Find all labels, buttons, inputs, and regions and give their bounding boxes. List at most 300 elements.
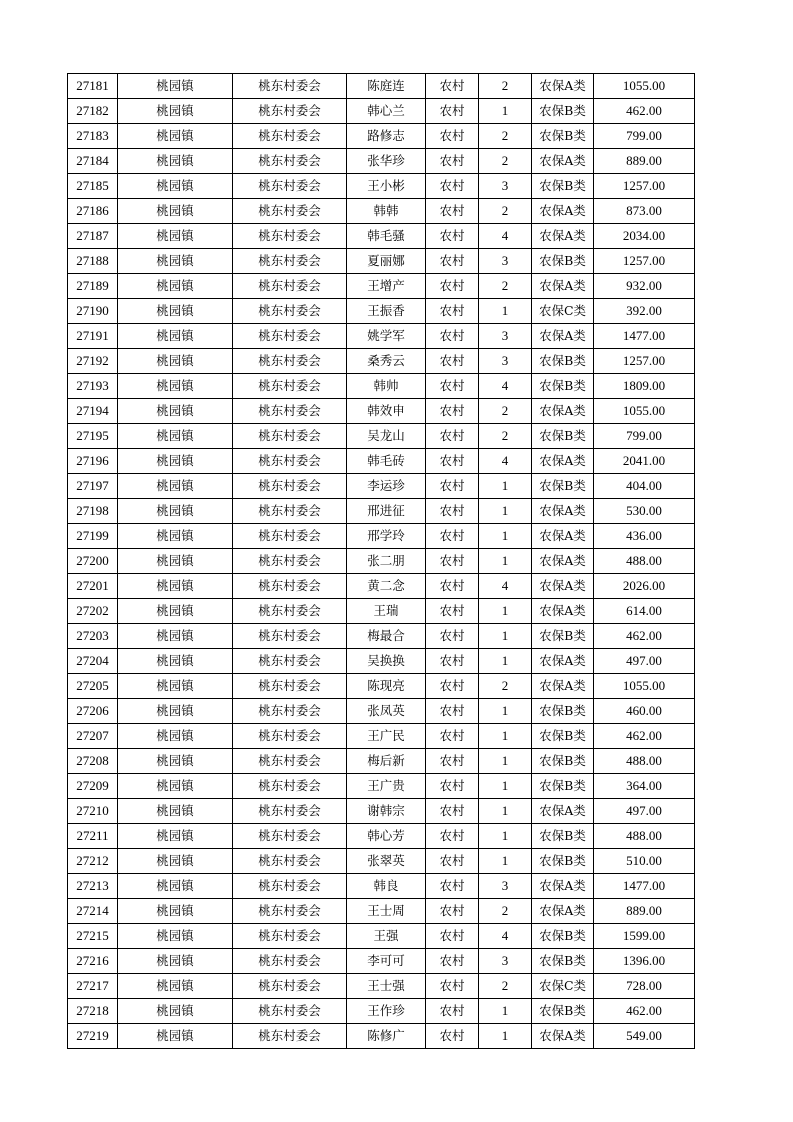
village-committee-cell: 桃东村委会 bbox=[233, 749, 347, 774]
table-row bbox=[68, 799, 695, 824]
area-type-cell: 农村 bbox=[426, 74, 479, 99]
village-committee-cell: 桃东村委会 bbox=[233, 649, 347, 674]
name-cell: 梅最合 bbox=[347, 624, 426, 649]
amount-cell: 404.00 bbox=[594, 474, 695, 499]
amount-cell: 460.00 bbox=[594, 699, 695, 724]
village-committee-cell: 桃东村委会 bbox=[233, 624, 347, 649]
village-committee-cell: 桃东村委会 bbox=[233, 174, 347, 199]
name-cell: 谢韩宗 bbox=[347, 799, 426, 824]
town-cell: 桃园镇 bbox=[118, 674, 233, 699]
area-type-cell: 农村 bbox=[426, 374, 479, 399]
name-cell: 吴换换 bbox=[347, 649, 426, 674]
amount-cell: 1257.00 bbox=[594, 349, 695, 374]
amount-cell: 799.00 bbox=[594, 124, 695, 149]
village-committee-cell: 桃东村委会 bbox=[233, 849, 347, 874]
table-row bbox=[68, 649, 695, 674]
serial-no-cell: 27208 bbox=[68, 749, 118, 774]
town-cell: 桃园镇 bbox=[118, 224, 233, 249]
table-row bbox=[68, 224, 695, 249]
area-type-cell: 农村 bbox=[426, 699, 479, 724]
town-cell: 桃园镇 bbox=[118, 549, 233, 574]
amount-cell: 1599.00 bbox=[594, 924, 695, 949]
insurance-category-cell: 农保A类 bbox=[532, 674, 594, 699]
amount-cell: 530.00 bbox=[594, 499, 695, 524]
town-cell: 桃园镇 bbox=[118, 274, 233, 299]
serial-no-cell: 27197 bbox=[68, 474, 118, 499]
name-cell: 陈修广 bbox=[347, 1024, 426, 1049]
serial-no-cell: 27192 bbox=[68, 349, 118, 374]
area-type-cell: 农村 bbox=[426, 274, 479, 299]
household-count-cell: 3 bbox=[479, 249, 532, 274]
area-type-cell: 农村 bbox=[426, 1024, 479, 1049]
amount-cell: 364.00 bbox=[594, 774, 695, 799]
table-row bbox=[68, 849, 695, 874]
town-cell: 桃园镇 bbox=[118, 799, 233, 824]
table-row bbox=[68, 399, 695, 424]
name-cell: 陈现亮 bbox=[347, 674, 426, 699]
area-type-cell: 农村 bbox=[426, 149, 479, 174]
amount-cell: 1396.00 bbox=[594, 949, 695, 974]
serial-no-cell: 27183 bbox=[68, 124, 118, 149]
village-committee-cell: 桃东村委会 bbox=[233, 449, 347, 474]
area-type-cell: 农村 bbox=[426, 524, 479, 549]
name-cell: 梅后新 bbox=[347, 749, 426, 774]
town-cell: 桃园镇 bbox=[118, 1024, 233, 1049]
village-committee-cell: 桃东村委会 bbox=[233, 249, 347, 274]
village-committee-cell: 桃东村委会 bbox=[233, 199, 347, 224]
town-cell: 桃园镇 bbox=[118, 74, 233, 99]
serial-no-cell: 27200 bbox=[68, 549, 118, 574]
town-cell: 桃园镇 bbox=[118, 324, 233, 349]
village-committee-cell: 桃东村委会 bbox=[233, 874, 347, 899]
insurance-category-cell: 农保B类 bbox=[532, 624, 594, 649]
name-cell: 王士强 bbox=[347, 974, 426, 999]
household-count-cell: 3 bbox=[479, 349, 532, 374]
amount-cell: 488.00 bbox=[594, 749, 695, 774]
table-row bbox=[68, 449, 695, 474]
serial-no-cell: 27209 bbox=[68, 774, 118, 799]
name-cell: 王士周 bbox=[347, 899, 426, 924]
serial-no-cell: 27196 bbox=[68, 449, 118, 474]
insurance-category-cell: 农保A类 bbox=[532, 74, 594, 99]
name-cell: 韩心芳 bbox=[347, 824, 426, 849]
household-count-cell: 3 bbox=[479, 324, 532, 349]
household-count-cell: 2 bbox=[479, 674, 532, 699]
amount-cell: 728.00 bbox=[594, 974, 695, 999]
area-type-cell: 农村 bbox=[426, 549, 479, 574]
area-type-cell: 农村 bbox=[426, 774, 479, 799]
village-committee-cell: 桃东村委会 bbox=[233, 324, 347, 349]
household-count-cell: 2 bbox=[479, 424, 532, 449]
area-type-cell: 农村 bbox=[426, 574, 479, 599]
amount-cell: 436.00 bbox=[594, 524, 695, 549]
household-count-cell: 2 bbox=[479, 74, 532, 99]
area-type-cell: 农村 bbox=[426, 474, 479, 499]
insurance-category-cell: 农保B类 bbox=[532, 124, 594, 149]
name-cell: 韩毛砖 bbox=[347, 449, 426, 474]
household-count-cell: 3 bbox=[479, 174, 532, 199]
serial-no-cell: 27218 bbox=[68, 999, 118, 1024]
table-row bbox=[68, 324, 695, 349]
village-committee-cell: 桃东村委会 bbox=[233, 574, 347, 599]
insurance-category-cell: 农保B类 bbox=[532, 349, 594, 374]
village-committee-cell: 桃东村委会 bbox=[233, 999, 347, 1024]
household-count-cell: 1 bbox=[479, 999, 532, 1024]
serial-no-cell: 27193 bbox=[68, 374, 118, 399]
insurance-category-cell: 农保A类 bbox=[532, 799, 594, 824]
household-count-cell: 1 bbox=[479, 99, 532, 124]
serial-no-cell: 27211 bbox=[68, 824, 118, 849]
name-cell: 邢学玲 bbox=[347, 524, 426, 549]
insurance-category-cell: 农保A类 bbox=[532, 899, 594, 924]
insurance-category-cell: 农保B类 bbox=[532, 374, 594, 399]
household-count-cell: 4 bbox=[479, 224, 532, 249]
serial-no-cell: 27184 bbox=[68, 149, 118, 174]
name-cell: 李可可 bbox=[347, 949, 426, 974]
table-row bbox=[68, 949, 695, 974]
village-committee-cell: 桃东村委会 bbox=[233, 299, 347, 324]
household-count-cell: 1 bbox=[479, 824, 532, 849]
serial-no-cell: 27181 bbox=[68, 74, 118, 99]
village-committee-cell: 桃东村委会 bbox=[233, 99, 347, 124]
name-cell: 王广贵 bbox=[347, 774, 426, 799]
village-committee-cell: 桃东村委会 bbox=[233, 599, 347, 624]
area-type-cell: 农村 bbox=[426, 724, 479, 749]
area-type-cell: 农村 bbox=[426, 974, 479, 999]
table-row bbox=[68, 349, 695, 374]
serial-no-cell: 27194 bbox=[68, 399, 118, 424]
town-cell: 桃园镇 bbox=[118, 349, 233, 374]
insurance-category-cell: 农保A类 bbox=[532, 549, 594, 574]
household-count-cell: 2 bbox=[479, 399, 532, 424]
town-cell: 桃园镇 bbox=[118, 199, 233, 224]
serial-no-cell: 27216 bbox=[68, 949, 118, 974]
village-committee-cell: 桃东村委会 bbox=[233, 924, 347, 949]
name-cell: 韩效申 bbox=[347, 399, 426, 424]
insurance-category-cell: 农保A类 bbox=[532, 874, 594, 899]
village-committee-cell: 桃东村委会 bbox=[233, 399, 347, 424]
town-cell: 桃园镇 bbox=[118, 949, 233, 974]
amount-cell: 510.00 bbox=[594, 849, 695, 874]
household-count-cell: 1 bbox=[479, 849, 532, 874]
name-cell: 王强 bbox=[347, 924, 426, 949]
insurance-category-cell: 农保B类 bbox=[532, 849, 594, 874]
household-count-cell: 1 bbox=[479, 774, 532, 799]
serial-no-cell: 27182 bbox=[68, 99, 118, 124]
serial-no-cell: 27189 bbox=[68, 274, 118, 299]
village-committee-cell: 桃东村委会 bbox=[233, 674, 347, 699]
name-cell: 王增产 bbox=[347, 274, 426, 299]
village-committee-cell: 桃东村委会 bbox=[233, 724, 347, 749]
serial-no-cell: 27188 bbox=[68, 249, 118, 274]
area-type-cell: 农村 bbox=[426, 999, 479, 1024]
table-row bbox=[68, 374, 695, 399]
table-row bbox=[68, 874, 695, 899]
amount-cell: 549.00 bbox=[594, 1024, 695, 1049]
village-committee-cell: 桃东村委会 bbox=[233, 224, 347, 249]
household-count-cell: 1 bbox=[479, 699, 532, 724]
village-committee-cell: 桃东村委会 bbox=[233, 949, 347, 974]
name-cell: 王小彬 bbox=[347, 174, 426, 199]
amount-cell: 497.00 bbox=[594, 799, 695, 824]
town-cell: 桃园镇 bbox=[118, 624, 233, 649]
insurance-category-cell: 农保A类 bbox=[532, 574, 594, 599]
household-count-cell: 1 bbox=[479, 474, 532, 499]
insurance-category-cell: 农保A类 bbox=[532, 524, 594, 549]
insurance-category-cell: 农保B类 bbox=[532, 749, 594, 774]
amount-cell: 1055.00 bbox=[594, 674, 695, 699]
insurance-category-cell: 农保B类 bbox=[532, 774, 594, 799]
area-type-cell: 农村 bbox=[426, 124, 479, 149]
household-count-cell: 2 bbox=[479, 974, 532, 999]
area-type-cell: 农村 bbox=[426, 649, 479, 674]
table-row bbox=[68, 524, 695, 549]
village-committee-cell: 桃东村委会 bbox=[233, 774, 347, 799]
village-committee-cell: 桃东村委会 bbox=[233, 474, 347, 499]
insurance-category-cell: 农保A类 bbox=[532, 649, 594, 674]
area-type-cell: 农村 bbox=[426, 599, 479, 624]
area-type-cell: 农村 bbox=[426, 174, 479, 199]
name-cell: 王广民 bbox=[347, 724, 426, 749]
village-committee-cell: 桃东村委会 bbox=[233, 699, 347, 724]
town-cell: 桃园镇 bbox=[118, 424, 233, 449]
area-type-cell: 农村 bbox=[426, 874, 479, 899]
table-body bbox=[68, 74, 695, 1049]
village-committee-cell: 桃东村委会 bbox=[233, 549, 347, 574]
data-table bbox=[67, 73, 695, 1049]
table-row bbox=[68, 899, 695, 924]
area-type-cell: 农村 bbox=[426, 349, 479, 374]
insurance-category-cell: 农保A类 bbox=[532, 199, 594, 224]
household-count-cell: 2 bbox=[479, 149, 532, 174]
insurance-category-cell: 农保A类 bbox=[532, 1024, 594, 1049]
insurance-category-cell: 农保B类 bbox=[532, 924, 594, 949]
village-committee-cell: 桃东村委会 bbox=[233, 499, 347, 524]
serial-no-cell: 27190 bbox=[68, 299, 118, 324]
town-cell: 桃园镇 bbox=[118, 249, 233, 274]
household-count-cell: 2 bbox=[479, 124, 532, 149]
town-cell: 桃园镇 bbox=[118, 824, 233, 849]
insurance-category-cell: 农保A类 bbox=[532, 324, 594, 349]
village-committee-cell: 桃东村委会 bbox=[233, 374, 347, 399]
table-row bbox=[68, 574, 695, 599]
household-count-cell: 2 bbox=[479, 274, 532, 299]
town-cell: 桃园镇 bbox=[118, 999, 233, 1024]
household-count-cell: 4 bbox=[479, 449, 532, 474]
serial-no-cell: 27203 bbox=[68, 624, 118, 649]
name-cell: 张二朋 bbox=[347, 549, 426, 574]
insurance-category-cell: 农保B类 bbox=[532, 999, 594, 1024]
amount-cell: 614.00 bbox=[594, 599, 695, 624]
amount-cell: 889.00 bbox=[594, 899, 695, 924]
table-row bbox=[68, 824, 695, 849]
area-type-cell: 农村 bbox=[426, 949, 479, 974]
table-row bbox=[68, 474, 695, 499]
name-cell: 路修志 bbox=[347, 124, 426, 149]
insurance-category-cell: 农保B类 bbox=[532, 824, 594, 849]
area-type-cell: 农村 bbox=[426, 424, 479, 449]
table-row bbox=[68, 549, 695, 574]
town-cell: 桃园镇 bbox=[118, 374, 233, 399]
household-count-cell: 1 bbox=[479, 624, 532, 649]
household-count-cell: 1 bbox=[479, 724, 532, 749]
amount-cell: 2034.00 bbox=[594, 224, 695, 249]
town-cell: 桃园镇 bbox=[118, 574, 233, 599]
household-count-cell: 1 bbox=[479, 649, 532, 674]
village-committee-cell: 桃东村委会 bbox=[233, 349, 347, 374]
town-cell: 桃园镇 bbox=[118, 774, 233, 799]
amount-cell: 488.00 bbox=[594, 549, 695, 574]
insurance-category-cell: 农保C类 bbox=[532, 299, 594, 324]
insurance-category-cell: 农保A类 bbox=[532, 274, 594, 299]
serial-no-cell: 27187 bbox=[68, 224, 118, 249]
town-cell: 桃园镇 bbox=[118, 749, 233, 774]
town-cell: 桃园镇 bbox=[118, 124, 233, 149]
serial-no-cell: 27206 bbox=[68, 699, 118, 724]
table-row bbox=[68, 299, 695, 324]
name-cell: 黄二念 bbox=[347, 574, 426, 599]
name-cell: 韩毛骚 bbox=[347, 224, 426, 249]
insurance-category-cell: 农保A类 bbox=[532, 399, 594, 424]
name-cell: 李运珍 bbox=[347, 474, 426, 499]
town-cell: 桃园镇 bbox=[118, 699, 233, 724]
area-type-cell: 农村 bbox=[426, 224, 479, 249]
name-cell: 韩心兰 bbox=[347, 99, 426, 124]
amount-cell: 392.00 bbox=[594, 299, 695, 324]
table-row bbox=[68, 749, 695, 774]
village-committee-cell: 桃东村委会 bbox=[233, 974, 347, 999]
amount-cell: 488.00 bbox=[594, 824, 695, 849]
serial-no-cell: 27213 bbox=[68, 874, 118, 899]
insurance-category-cell: 农保B类 bbox=[532, 724, 594, 749]
name-cell: 王瑞 bbox=[347, 599, 426, 624]
town-cell: 桃园镇 bbox=[118, 499, 233, 524]
area-type-cell: 农村 bbox=[426, 99, 479, 124]
table-row bbox=[68, 674, 695, 699]
town-cell: 桃园镇 bbox=[118, 149, 233, 174]
serial-no-cell: 27195 bbox=[68, 424, 118, 449]
village-committee-cell: 桃东村委会 bbox=[233, 274, 347, 299]
area-type-cell: 农村 bbox=[426, 449, 479, 474]
amount-cell: 2026.00 bbox=[594, 574, 695, 599]
table-row bbox=[68, 599, 695, 624]
table-row bbox=[68, 274, 695, 299]
household-count-cell: 1 bbox=[479, 299, 532, 324]
amount-cell: 462.00 bbox=[594, 99, 695, 124]
name-cell: 王作珍 bbox=[347, 999, 426, 1024]
table-row bbox=[68, 249, 695, 274]
amount-cell: 1809.00 bbox=[594, 374, 695, 399]
name-cell: 吴龙山 bbox=[347, 424, 426, 449]
village-committee-cell: 桃东村委会 bbox=[233, 149, 347, 174]
area-type-cell: 农村 bbox=[426, 899, 479, 924]
insurance-category-cell: 农保B类 bbox=[532, 949, 594, 974]
town-cell: 桃园镇 bbox=[118, 974, 233, 999]
insurance-category-cell: 农保B类 bbox=[532, 99, 594, 124]
town-cell: 桃园镇 bbox=[118, 849, 233, 874]
town-cell: 桃园镇 bbox=[118, 399, 233, 424]
amount-cell: 1055.00 bbox=[594, 74, 695, 99]
amount-cell: 1055.00 bbox=[594, 399, 695, 424]
serial-no-cell: 27201 bbox=[68, 574, 118, 599]
town-cell: 桃园镇 bbox=[118, 474, 233, 499]
insurance-category-cell: 农保A类 bbox=[532, 449, 594, 474]
insurance-category-cell: 农保A类 bbox=[532, 599, 594, 624]
table-row bbox=[68, 174, 695, 199]
insurance-category-cell: 农保A类 bbox=[532, 499, 594, 524]
serial-no-cell: 27205 bbox=[68, 674, 118, 699]
town-cell: 桃园镇 bbox=[118, 174, 233, 199]
table-row bbox=[68, 199, 695, 224]
area-type-cell: 农村 bbox=[426, 824, 479, 849]
serial-no-cell: 27219 bbox=[68, 1024, 118, 1049]
town-cell: 桃园镇 bbox=[118, 524, 233, 549]
table-row bbox=[68, 999, 695, 1024]
area-type-cell: 农村 bbox=[426, 324, 479, 349]
area-type-cell: 农村 bbox=[426, 624, 479, 649]
amount-cell: 2041.00 bbox=[594, 449, 695, 474]
serial-no-cell: 27210 bbox=[68, 799, 118, 824]
household-count-cell: 3 bbox=[479, 874, 532, 899]
insurance-category-cell: 农保B类 bbox=[532, 249, 594, 274]
table-row bbox=[68, 974, 695, 999]
name-cell: 姚学军 bbox=[347, 324, 426, 349]
amount-cell: 1477.00 bbox=[594, 324, 695, 349]
amount-cell: 799.00 bbox=[594, 424, 695, 449]
town-cell: 桃园镇 bbox=[118, 924, 233, 949]
area-type-cell: 农村 bbox=[426, 399, 479, 424]
village-committee-cell: 桃东村委会 bbox=[233, 124, 347, 149]
area-type-cell: 农村 bbox=[426, 749, 479, 774]
village-committee-cell: 桃东村委会 bbox=[233, 824, 347, 849]
table-row bbox=[68, 724, 695, 749]
serial-no-cell: 27199 bbox=[68, 524, 118, 549]
serial-no-cell: 27204 bbox=[68, 649, 118, 674]
area-type-cell: 农村 bbox=[426, 199, 479, 224]
area-type-cell: 农村 bbox=[426, 924, 479, 949]
household-count-cell: 4 bbox=[479, 574, 532, 599]
table-row bbox=[68, 99, 695, 124]
town-cell: 桃园镇 bbox=[118, 449, 233, 474]
village-committee-cell: 桃东村委会 bbox=[233, 799, 347, 824]
village-committee-cell: 桃东村委会 bbox=[233, 424, 347, 449]
area-type-cell: 农村 bbox=[426, 674, 479, 699]
household-count-cell: 2 bbox=[479, 899, 532, 924]
amount-cell: 462.00 bbox=[594, 999, 695, 1024]
table-row bbox=[68, 499, 695, 524]
insurance-category-cell: 农保C类 bbox=[532, 974, 594, 999]
table-row bbox=[68, 924, 695, 949]
household-count-cell: 1 bbox=[479, 499, 532, 524]
serial-no-cell: 27191 bbox=[68, 324, 118, 349]
household-count-cell: 1 bbox=[479, 524, 532, 549]
household-count-cell: 3 bbox=[479, 949, 532, 974]
name-cell: 王振香 bbox=[347, 299, 426, 324]
village-committee-cell: 桃东村委会 bbox=[233, 899, 347, 924]
area-type-cell: 农村 bbox=[426, 249, 479, 274]
insurance-category-cell: 农保B类 bbox=[532, 474, 594, 499]
name-cell: 桑秀云 bbox=[347, 349, 426, 374]
amount-cell: 873.00 bbox=[594, 199, 695, 224]
town-cell: 桃园镇 bbox=[118, 299, 233, 324]
name-cell: 韩良 bbox=[347, 874, 426, 899]
household-count-cell: 1 bbox=[479, 599, 532, 624]
table-row bbox=[68, 1024, 695, 1049]
amount-cell: 932.00 bbox=[594, 274, 695, 299]
area-type-cell: 农村 bbox=[426, 499, 479, 524]
village-committee-cell: 桃东村委会 bbox=[233, 1024, 347, 1049]
serial-no-cell: 27186 bbox=[68, 199, 118, 224]
